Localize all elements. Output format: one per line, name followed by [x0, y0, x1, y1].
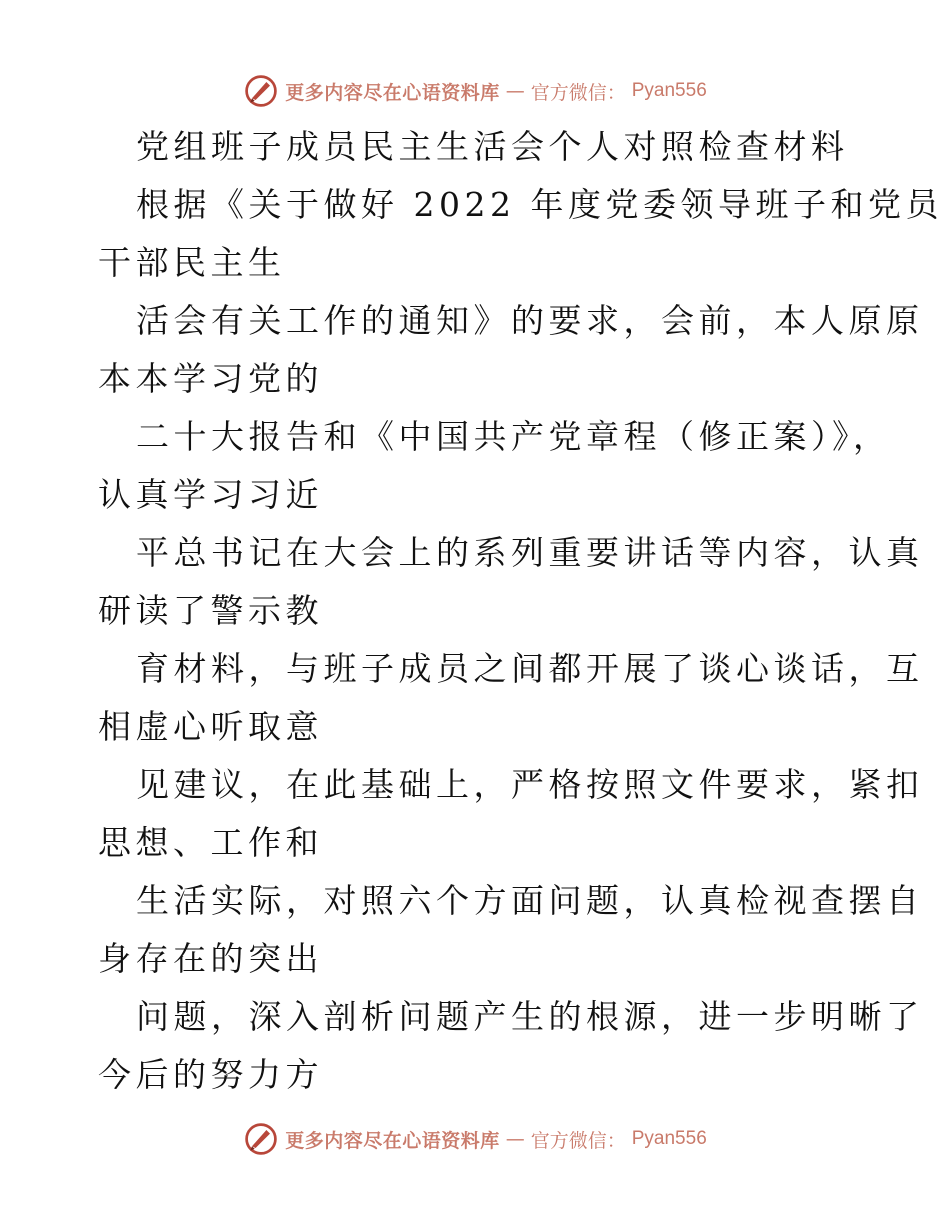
doc-title: 党组班子成员民主生活会个人对照检查材料 — [136, 127, 849, 166]
doc-line: 认真学习习近 — [98, 475, 323, 514]
doc-line: 本本学习党的 — [98, 359, 323, 398]
watermark-wechat-label: 官方微信： — [530, 1129, 626, 1152]
watermark-wechat-label: 官方微信： — [530, 81, 626, 104]
watermark-brand: 更多内容尽在心语资料库 — [285, 1129, 500, 1152]
pen-logo-icon — [243, 1121, 279, 1157]
watermark-footer — [0, 1119, 950, 1159]
watermark-separator: — — [505, 1128, 525, 1150]
doc-line: 身存在的突出 — [98, 939, 323, 978]
doc-line: 思想、工作和 — [98, 823, 323, 862]
doc-line: 生活实际，对照六个方面问题，认真检视查摆自 — [136, 881, 924, 920]
doc-line: 二十大报告和《中国共产党章程（修正案）》， — [136, 417, 891, 456]
doc-line: 研读了警示教 — [98, 591, 323, 630]
watermark-wechat-id: Pyan556 — [631, 1128, 707, 1149]
watermark-separator: — — [505, 80, 525, 102]
doc-line: 见建议，在此基础上，严格按照文件要求，紧扣 — [136, 765, 924, 804]
doc-line: 今后的努力方 — [98, 1055, 323, 1094]
doc-line: 问题，深入剖析问题产生的根源，进一步明晰了 — [136, 997, 924, 1036]
doc-line: 根据《关于做好 2022 年度党委领导班子和党员 — [136, 185, 943, 224]
doc-line: 相虚心听取意 — [98, 707, 323, 746]
doc-line: 干部民主生 — [98, 243, 286, 282]
watermark-wechat-id: Pyan556 — [631, 80, 707, 101]
doc-line: 平总书记在大会上的系列重要讲话等内容，认真 — [136, 533, 924, 572]
doc-line: 活会有关工作的通知》的要求，会前，本人原原 — [136, 301, 924, 340]
doc-line: 育材料，与班子成员之间都开展了谈心谈话，互 — [136, 649, 924, 688]
watermark-brand: 更多内容尽在心语资料库 — [285, 81, 500, 104]
